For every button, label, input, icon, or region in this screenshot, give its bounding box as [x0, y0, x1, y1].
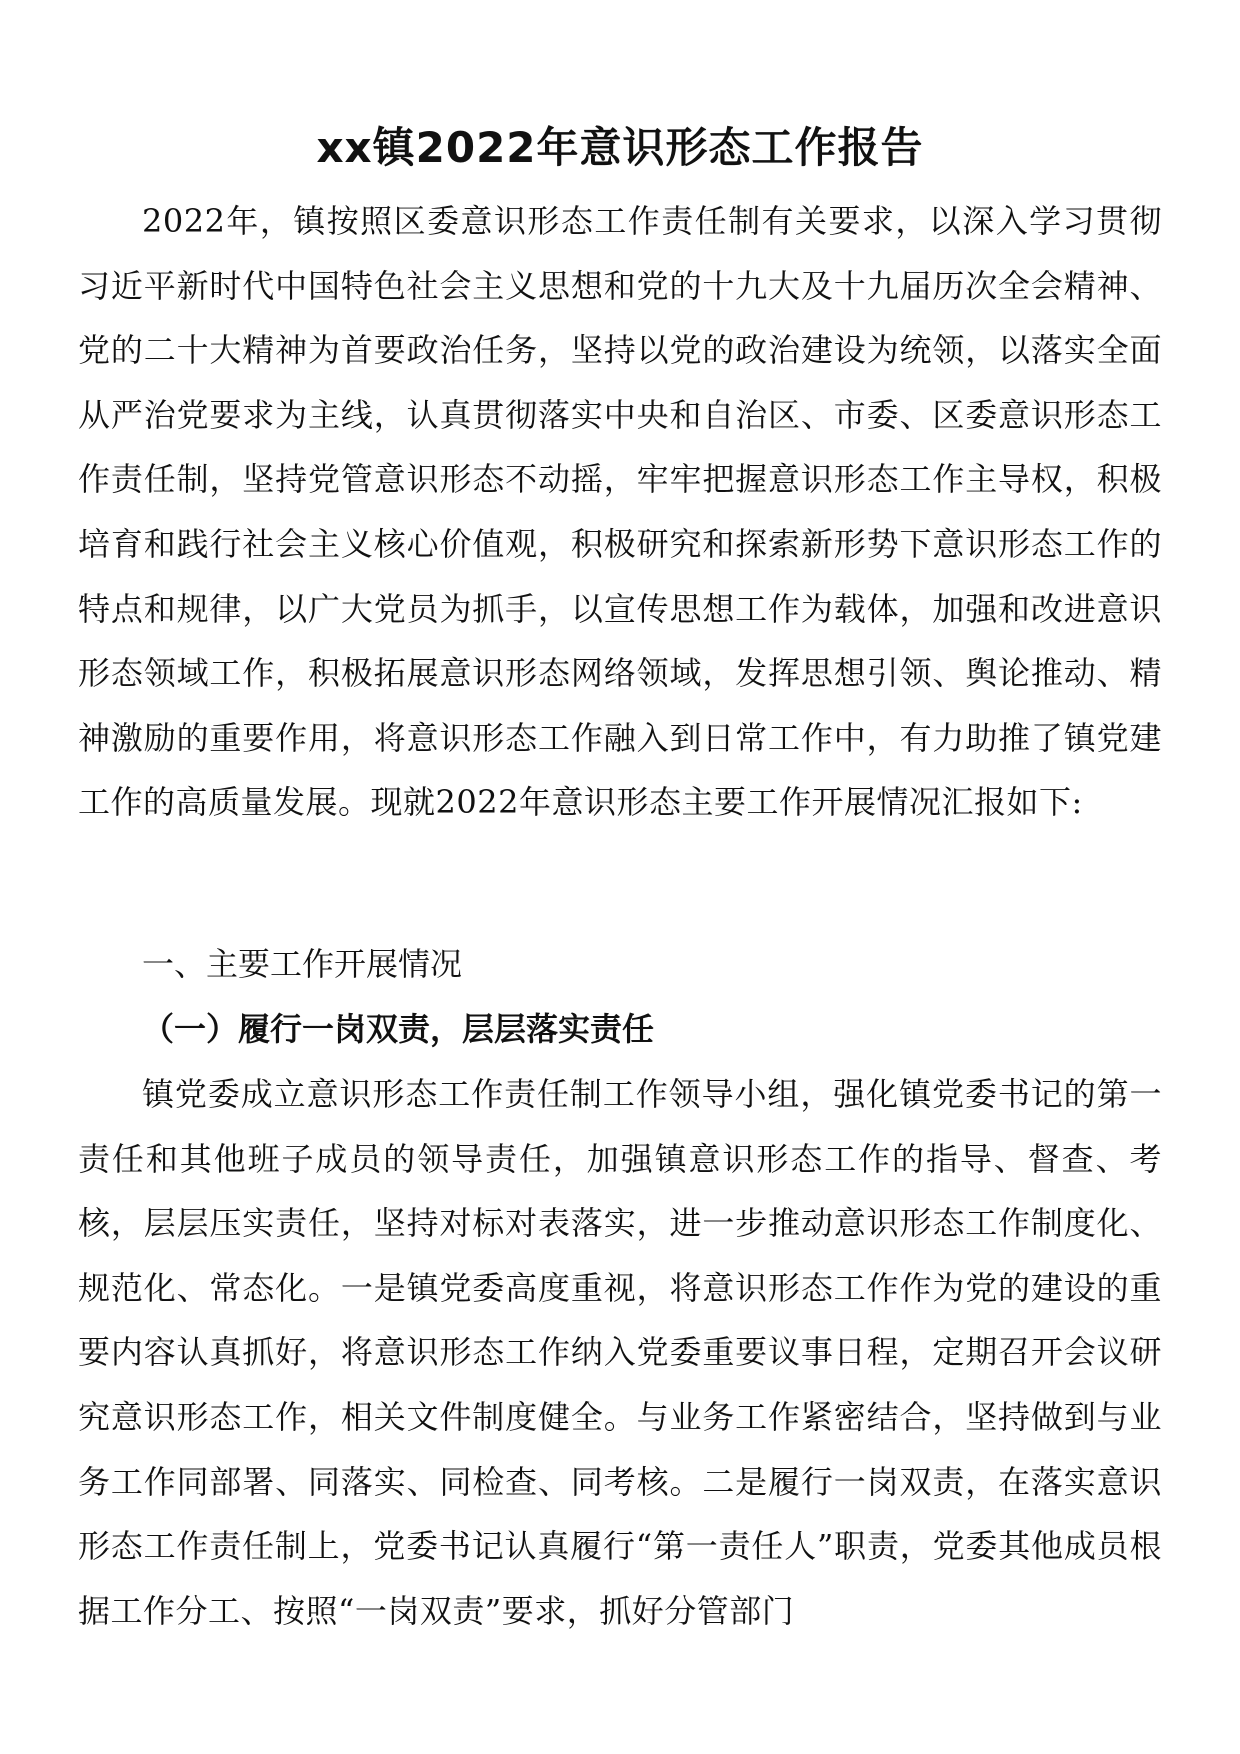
subsection-paragraph: 镇党委成立意识形态工作责任制工作领导小组，强化镇党委书记的第一责任和其他班子成员的领导责任，加强镇意识形态工作的指导、督查、考核，层层压实责任，坚持对标对表落实，进一步推动意识形态工作制度化、规范化、常态化。一是镇党委高度重视，将意识形态工作作为党的建设的重要内容认真抓好，将意识形态工作纳入党委重要议事日程，定期召开会议研究意识形态工作，相关文件制度健全。与业务工作紧密结合，坚持做到与业务工作同部署、同落实、同检查、同考核。二是履行一岗双责，在落实意识形态工作责任制上，党委书记认真履行“第一责任人”职责，党委其他成员根据工作分工、按照“一岗双责”要求，抓好分管部门	[78, 1075, 1162, 1630]
subsection-heading: （一）履行一岗双责，层层落实责任	[142, 1010, 655, 1048]
document-title: xx镇2022年意识形态工作报告	[316, 123, 924, 172]
intro-paragraph: 2022年，镇按照区委意识形态工作责任制有关要求，以深入学习贯彻习近平新时代中国特色社会主义思想和党的十九大及十九届历次全会精神、党的二十大精神为首要政治任务，坚持以党的政治建设为统领，以落实全面从严治党要求为主线，认真贯彻落实中央和自治区、市委、区委意识形态工作责任制，坚持党管意识形态不动摇，牢牢把握意识形态工作主导权，积极培育和践行社会主义核心价值观，积极研究和探索新形势下意识形态工作的特点和规律，以广大党员为抓手，以宣传思想工作为载体，加强和改进意识形态领域工作，积极拓展意识形态网络领域，发挥思想引领、舆论推动、精神激励的重要作用，将意识形态工作融入到日常工作中，有力助推了镇党建工作的高质量发展。现就2022年意识形态主要工作开展情况汇报如下:	[78, 202, 1162, 822]
section-heading: 一、主要工作开展情况	[142, 945, 463, 983]
